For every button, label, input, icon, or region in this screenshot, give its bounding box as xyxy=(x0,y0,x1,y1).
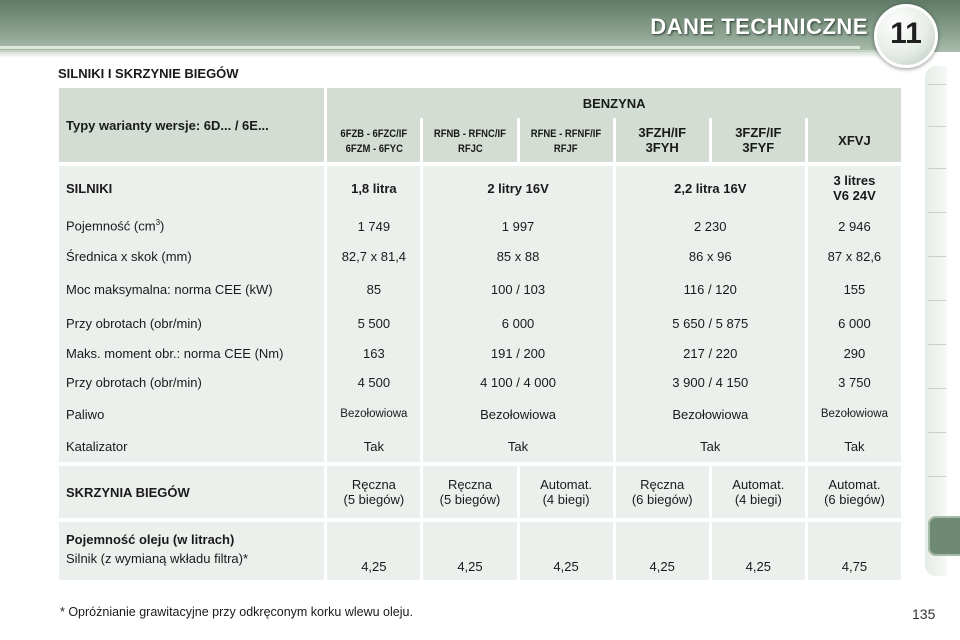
cell: 85 x 88 xyxy=(423,242,612,271)
cell: 4,25 xyxy=(520,522,613,580)
cell: 5 500 xyxy=(327,307,420,339)
chapter-title: DANE TECHNICZNE xyxy=(650,14,868,39)
cell: 6 000 xyxy=(423,307,612,339)
engine-header: 2 litry 16V xyxy=(423,166,612,210)
variant-code-cell xyxy=(712,118,805,162)
oil-sublabel: Silnik (z wymianą wkładu filtra)* xyxy=(66,550,249,566)
engines-label: SILNIKI xyxy=(59,166,324,210)
table-row xyxy=(59,166,901,210)
cell: Ręczna (5 biegów) xyxy=(423,466,516,518)
side-tab-strip xyxy=(925,66,947,576)
cell: Tak xyxy=(327,430,420,462)
cell: 4,75 xyxy=(808,522,901,580)
cell: Bezołowiowa xyxy=(808,398,901,430)
cell: 4,25 xyxy=(423,522,516,580)
variants-label: Typy warianty wersje: 6D... / 6E... xyxy=(59,88,324,162)
cell: 116 / 120 xyxy=(616,271,805,307)
cell: 82,7 x 81,4 xyxy=(327,242,420,271)
table-row xyxy=(59,210,901,242)
cell: 2 946 xyxy=(808,210,901,242)
side-tick xyxy=(928,432,946,433)
cell: Automat. (6 biegów) xyxy=(808,466,901,518)
variant-code: 3FZH/IF xyxy=(638,125,687,140)
cell: Ręczna (5 biegów) xyxy=(327,466,420,518)
variant-code-cell xyxy=(423,118,516,162)
cell: 3 750 xyxy=(808,367,901,398)
table-row xyxy=(59,466,901,518)
row-label: Maks. moment obr.: norma CEE (Nm) xyxy=(59,339,324,367)
cell: 155 xyxy=(808,271,901,307)
cell: 3 900 / 4 150 xyxy=(616,367,805,398)
chapter-tab-active[interactable] xyxy=(928,516,960,556)
oil-label xyxy=(59,522,324,580)
variant-code: 3FZF/IF xyxy=(735,125,782,140)
cell: 4,25 xyxy=(616,522,709,580)
gearbox-label: SKRZYNIA BIEGÓW xyxy=(59,466,324,518)
variant-code: 6FZM - 6FYC xyxy=(345,143,403,155)
cell: 85 xyxy=(327,271,420,307)
row-label: Średnica x skok (mm) xyxy=(59,242,324,271)
cell: Bezołowiowa xyxy=(423,398,612,430)
variant-code: RFNB - RFNC/IF xyxy=(433,128,506,140)
engine-header: 1,8 litra xyxy=(327,166,420,210)
cell: 4,25 xyxy=(327,522,420,580)
row-label: Katalizator xyxy=(59,430,324,462)
cell: 4 100 / 4 000 xyxy=(423,367,612,398)
variant-code: RFNE - RFNF/IF xyxy=(530,128,602,140)
row-label: Moc maksymalna: norma CEE (kW) xyxy=(59,271,324,307)
cell: 163 xyxy=(327,339,420,367)
header-underline xyxy=(0,46,860,49)
cell: 100 / 103 xyxy=(423,271,612,307)
side-tick xyxy=(928,476,946,477)
cell: 4 500 xyxy=(327,367,420,398)
row-label: Przy obrotach (obr/min) xyxy=(59,307,324,339)
side-tick xyxy=(928,168,946,169)
cell: Automat. (4 biegi) xyxy=(712,466,805,518)
row-label: Paliwo xyxy=(59,398,324,430)
variant-code: XFVJ xyxy=(838,132,871,148)
variant-code: RFJF xyxy=(554,143,578,155)
fuel-header: BENZYNA xyxy=(327,88,901,118)
table-row xyxy=(59,367,901,398)
table-row xyxy=(59,522,901,580)
engine-header-line: 3 litres xyxy=(833,173,876,188)
cell: Tak xyxy=(616,430,805,462)
cell: 5 650 / 5 875 xyxy=(616,307,805,339)
cell: Bezołowiowa xyxy=(616,398,805,430)
cell: 191 / 200 xyxy=(423,339,612,367)
table-row xyxy=(59,242,901,271)
cell: Automat. (4 biegi) xyxy=(520,466,613,518)
variant-code: 3FYH xyxy=(645,140,679,155)
variant-code: 3FYF xyxy=(742,140,775,155)
cell: 2 230 xyxy=(616,210,805,242)
chapter-badge xyxy=(874,4,938,68)
section-title: SILNIKI I SKRZYNIE BIEGÓW xyxy=(58,66,239,81)
side-tick xyxy=(928,126,946,127)
side-tick xyxy=(928,388,946,389)
chapter-number: 11 xyxy=(890,17,922,50)
cell: 290 xyxy=(808,339,901,367)
side-tick xyxy=(928,300,946,301)
footnote: * Opróżnianie grawitacyjne przy odkręconym korku wlewu oleju. xyxy=(60,605,413,619)
table-row xyxy=(59,307,901,339)
cell: 4,25 xyxy=(712,522,805,580)
page-number: 135 xyxy=(912,606,936,622)
side-tick xyxy=(928,256,946,257)
table-row xyxy=(59,271,901,307)
variant-code: 6FZB - 6FZC/IF xyxy=(340,128,408,140)
row-label: Przy obrotach (obr/min) xyxy=(59,367,324,398)
side-tick xyxy=(928,212,946,213)
cell: Tak xyxy=(808,430,901,462)
side-tick xyxy=(928,344,946,345)
engine-header xyxy=(808,166,901,210)
cell: Bezołowiowa xyxy=(327,398,420,430)
table-row xyxy=(59,88,901,118)
row-label: Pojemność $(cm^3)$ xyxy=(59,210,324,242)
cell: Ręczna (6 biegów) xyxy=(616,466,709,518)
engine-spec-table xyxy=(56,88,904,580)
variant-code-cell xyxy=(808,118,901,162)
cell: 1 749 xyxy=(327,210,420,242)
engine-header: 2,2 litra 16V xyxy=(616,166,805,210)
cell: 1 997 xyxy=(423,210,612,242)
table-row xyxy=(59,398,901,430)
variant-code-cell xyxy=(616,118,709,162)
cell: 87 x 82,6 xyxy=(808,242,901,271)
side-tick xyxy=(928,84,946,85)
variant-code-cell xyxy=(327,118,420,162)
engine-header-line: V6 24V xyxy=(833,188,876,203)
cell: Tak xyxy=(423,430,612,462)
cell: 86 x 96 xyxy=(616,242,805,271)
variant-code-cell xyxy=(520,118,613,162)
variant-code: RFJC xyxy=(457,143,483,155)
cell: 6 000 xyxy=(808,307,901,339)
table-row xyxy=(59,430,901,462)
table-row xyxy=(59,339,901,367)
cell: 217 / 220 xyxy=(616,339,805,367)
oil-title: Pojemność oleju (w litrach) xyxy=(66,531,235,547)
